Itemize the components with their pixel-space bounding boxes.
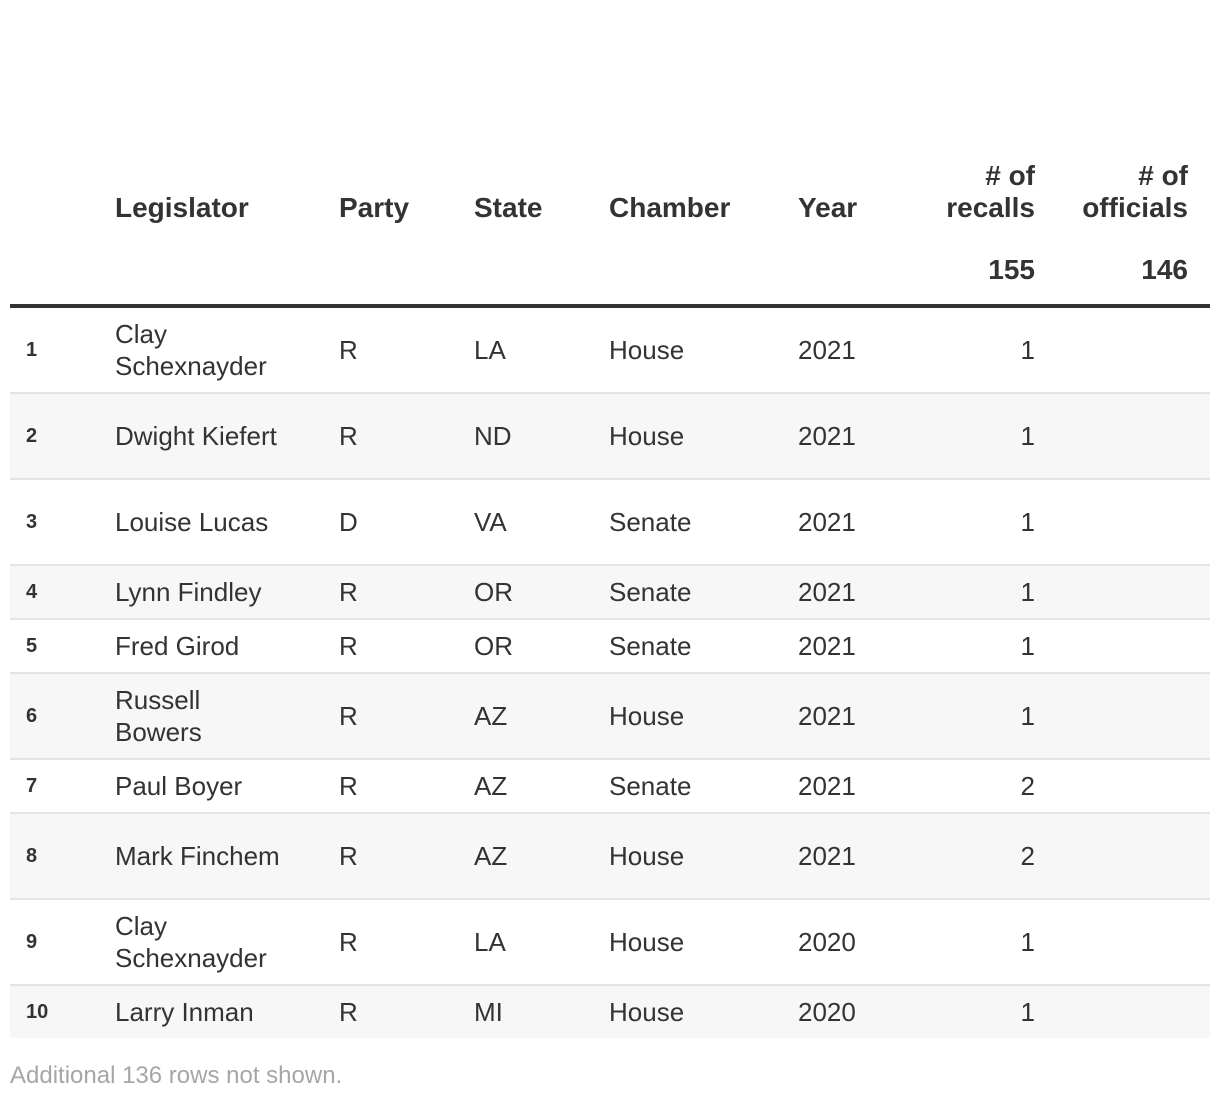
row-officials xyxy=(1035,619,1210,673)
row-officials xyxy=(1035,985,1210,1038)
header-recalls-line2: recalls xyxy=(946,192,1035,223)
header-recalls-line1: # of xyxy=(985,160,1035,191)
row-state: VA xyxy=(474,479,609,565)
row-legislator xyxy=(115,479,339,565)
row-chamber: House xyxy=(609,393,798,479)
row-state: MI xyxy=(474,985,609,1038)
row-chamber: Senate xyxy=(609,479,798,565)
row-chamber: Senate xyxy=(609,759,798,813)
row-party: R xyxy=(339,619,474,673)
totals-spacer xyxy=(10,224,115,306)
row-party: R xyxy=(339,393,474,479)
totals-spacer xyxy=(798,224,895,306)
row-year: 2021 xyxy=(798,565,895,619)
header-state-label: State xyxy=(474,192,543,223)
table-row[interactable] xyxy=(10,673,1210,759)
header-officials-line1: # of xyxy=(1138,160,1188,191)
table-row[interactable] xyxy=(10,306,1210,393)
header-legislator-label: Legislator xyxy=(115,192,249,223)
header-officials[interactable] xyxy=(1035,0,1210,224)
legislator-name: Paul Boyer xyxy=(115,771,243,801)
legislator-name: Mark Finchem xyxy=(115,841,280,871)
table-row[interactable] xyxy=(10,619,1210,673)
row-recalls: 1 xyxy=(895,985,1035,1038)
row-legislator xyxy=(115,306,339,393)
legislator-name: Fred Girod xyxy=(115,631,240,661)
row-chamber: House xyxy=(609,899,798,985)
row-state: AZ xyxy=(474,673,609,759)
row-recalls: 1 xyxy=(895,619,1035,673)
row-recalls: 1 xyxy=(895,306,1035,393)
row-officials xyxy=(1035,759,1210,813)
legislator-name: Russell Bowers xyxy=(115,685,202,747)
table-row[interactable] xyxy=(10,479,1210,565)
row-party: R xyxy=(339,813,474,899)
row-recalls: 1 xyxy=(895,565,1035,619)
row-state: ND xyxy=(474,393,609,479)
row-rank: 3 xyxy=(10,479,115,565)
row-legislator xyxy=(115,393,339,479)
row-state: OR xyxy=(474,565,609,619)
row-party: R xyxy=(339,899,474,985)
row-recalls: 1 xyxy=(895,479,1035,565)
recalls-table-container xyxy=(10,0,1210,1038)
row-chamber: House xyxy=(609,306,798,393)
header-officials-line2: officials xyxy=(1082,192,1188,223)
legislator-name: Clay Schexnayder xyxy=(115,319,267,381)
table-header xyxy=(10,0,1210,306)
row-officials xyxy=(1035,306,1210,393)
row-legislator xyxy=(115,899,339,985)
row-rank: 1 xyxy=(10,306,115,393)
table-row[interactable] xyxy=(10,985,1210,1038)
table-row[interactable] xyxy=(10,813,1210,899)
header-party[interactable] xyxy=(339,0,474,224)
legislator-name: Lynn Findley xyxy=(115,577,262,607)
row-recalls: 1 xyxy=(895,673,1035,759)
legislator-name: Dwight Kiefert xyxy=(115,421,277,451)
legislator-name: Louise Lucas xyxy=(115,507,269,537)
row-legislator xyxy=(115,759,339,813)
row-rank: 7 xyxy=(10,759,115,813)
header-recalls[interactable] xyxy=(895,0,1035,224)
header-rank xyxy=(10,0,115,224)
header-row xyxy=(10,0,1210,224)
row-state: LA xyxy=(474,306,609,393)
header-year[interactable] xyxy=(798,0,895,224)
row-officials xyxy=(1035,479,1210,565)
totals-spacer xyxy=(609,224,798,306)
row-year: 2020 xyxy=(798,985,895,1038)
row-legislator xyxy=(115,565,339,619)
row-party: D xyxy=(339,479,474,565)
row-chamber: House xyxy=(609,985,798,1038)
row-recalls: 2 xyxy=(895,759,1035,813)
row-year: 2021 xyxy=(798,619,895,673)
recalls-table xyxy=(10,0,1210,1038)
row-year: 2021 xyxy=(798,759,895,813)
row-legislator xyxy=(115,673,339,759)
row-party: R xyxy=(339,759,474,813)
totals-spacer xyxy=(474,224,609,306)
table-row[interactable] xyxy=(10,393,1210,479)
row-state: AZ xyxy=(474,759,609,813)
row-recalls: 1 xyxy=(895,899,1035,985)
row-year: 2021 xyxy=(798,813,895,899)
header-year-label: Year xyxy=(798,192,858,223)
row-chamber: House xyxy=(609,673,798,759)
row-year: 2021 xyxy=(798,393,895,479)
row-year: 2021 xyxy=(798,306,895,393)
header-chamber[interactable] xyxy=(609,0,798,224)
row-rank: 6 xyxy=(10,673,115,759)
row-officials xyxy=(1035,673,1210,759)
total-recalls: 155 xyxy=(988,254,1035,285)
row-party: R xyxy=(339,985,474,1038)
header-state[interactable] xyxy=(474,0,609,224)
row-year: 2021 xyxy=(798,479,895,565)
row-rank: 2 xyxy=(10,393,115,479)
row-legislator xyxy=(115,813,339,899)
row-party: R xyxy=(339,306,474,393)
totals-spacer xyxy=(115,224,339,306)
row-officials xyxy=(1035,899,1210,985)
row-rank: 5 xyxy=(10,619,115,673)
row-party: R xyxy=(339,565,474,619)
totals-row xyxy=(10,224,1210,306)
row-chamber: Senate xyxy=(609,619,798,673)
row-officials xyxy=(1035,813,1210,899)
row-state: OR xyxy=(474,619,609,673)
row-chamber: House xyxy=(609,813,798,899)
header-legislator[interactable] xyxy=(115,0,339,224)
total-officials: 146 xyxy=(1141,254,1188,285)
row-rank: 8 xyxy=(10,813,115,899)
row-recalls: 1 xyxy=(895,393,1035,479)
header-chamber-label: Chamber xyxy=(609,192,731,223)
row-recalls: 2 xyxy=(895,813,1035,899)
row-year: 2020 xyxy=(798,899,895,985)
table-row[interactable] xyxy=(10,899,1210,985)
row-rank: 10 xyxy=(10,985,115,1038)
row-legislator xyxy=(115,985,339,1038)
row-rank: 4 xyxy=(10,565,115,619)
row-chamber: Senate xyxy=(609,565,798,619)
row-officials xyxy=(1035,565,1210,619)
header-party-label: Party xyxy=(339,192,410,223)
table-row[interactable] xyxy=(10,759,1210,813)
row-state: LA xyxy=(474,899,609,985)
table-row[interactable] xyxy=(10,565,1210,619)
row-party: R xyxy=(339,673,474,759)
row-legislator xyxy=(115,619,339,673)
row-state: AZ xyxy=(474,813,609,899)
legislator-name: Clay Schexnayder xyxy=(115,911,267,973)
row-officials xyxy=(1035,393,1210,479)
legislator-name: Larry Inman xyxy=(115,997,254,1027)
table-body xyxy=(10,306,1210,1038)
row-year: 2021 xyxy=(798,673,895,759)
row-rank: 9 xyxy=(10,899,115,985)
totals-spacer xyxy=(339,224,474,306)
rows-not-shown-note: Additional 136 rows not shown. xyxy=(10,1062,343,1089)
